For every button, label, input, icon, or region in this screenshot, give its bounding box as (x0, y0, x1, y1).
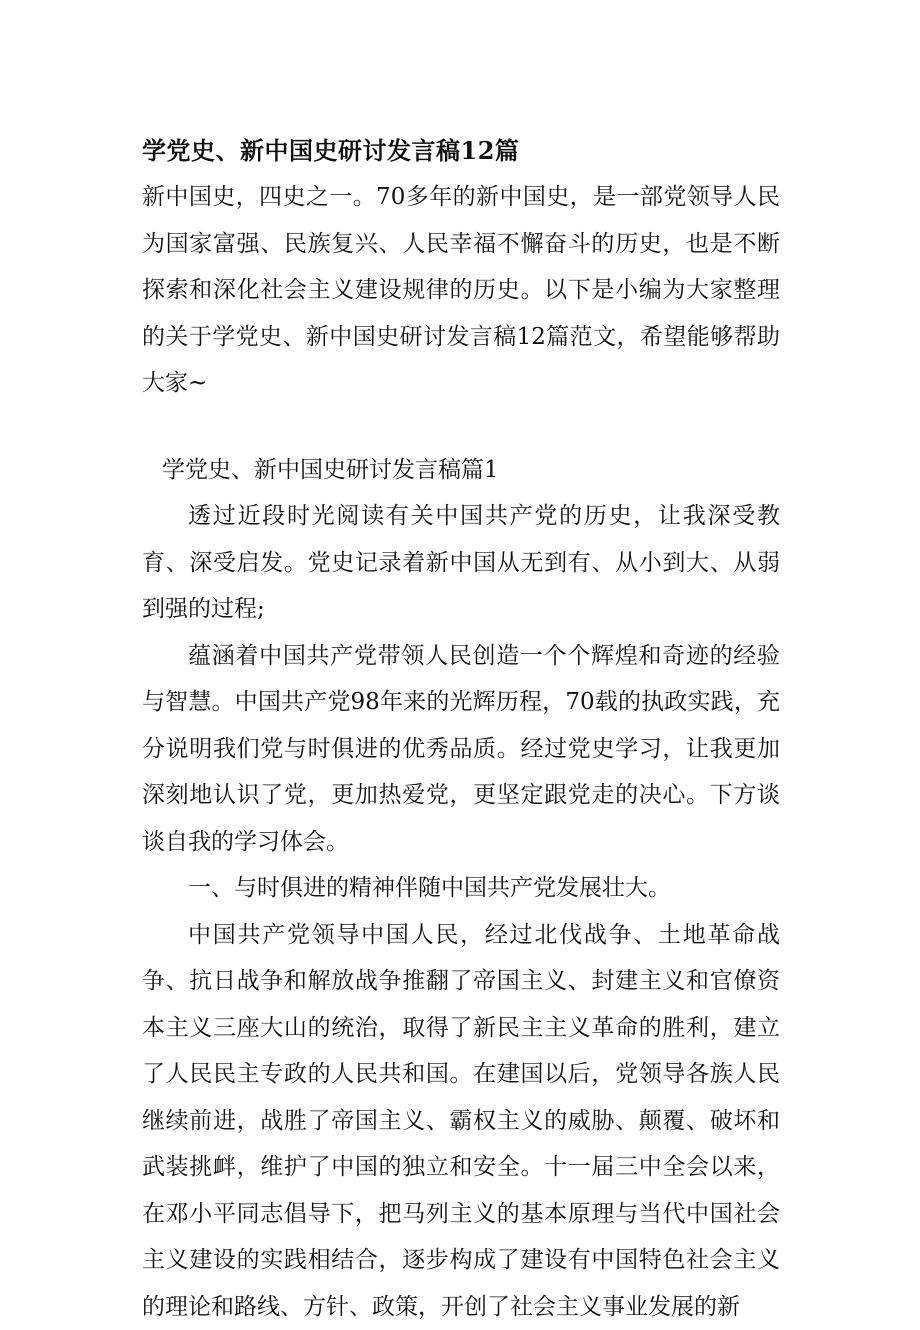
document-title: 学党史、新中国史研讨发言稿12篇 (142, 128, 780, 174)
section-spacer (142, 407, 780, 447)
body-paragraph-2: 蕴涵着中国共产党带领人民创造一个个辉煌和奇迹的经验与智慧。中国共产党98年来的光辉历程，70载的执政实践，充分说明我们党与时俱进的优秀品质。经过党史学习，让我更加深刻地认识了党，更加热爱党，更坚定跟党走的决心。下方谈谈自我的学习体会。 (142, 633, 780, 866)
document-body (142, 128, 780, 1330)
section-heading: 学党史、新中国史研讨发言稿篇1 (142, 447, 780, 494)
body-paragraph-3: 中国共产党领导中国人民，经过北伐战争、土地革命战争、抗日战争和解放战争推翻了帝国主义、封建主义和官僚资本主义三座大山的统治，取得了新民主主义革命的胜利，建立了人民民主专政的人民共和国。在建国以后，党领导各族人民继续前进，战胜了帝国主义、霸权主义的威胁、颠覆、破坏和武装挑衅，维护了中国的独立和安全。十一届三中全会以来，在邓小平同志倡导下，把马列主义的基本原理与当代中国社会主义建设的实践相结合，逐步构成了建设有中国特色社会主义的理论和路线、方针、政策，开创了社会主义事业发展的新 (142, 912, 780, 1330)
intro-paragraph: 新中国史，四史之一。70多年的新中国史，是一部党领导人民为国家富强、民族复兴、人民幸福不懈奋斗的历史，也是不断探索和深化社会主义建设规律的历史。以下是小编为大家整理的关于学党史、新中国史研讨发言稿12篇范文，希望能够帮助大家~ (142, 174, 780, 407)
body-paragraph-1: 透过近段时光阅读有关中国共产党的历史，让我深受教育、深受启发。党史记录着新中国从无到有、从小到大、从弱到强的过程; (142, 493, 780, 633)
subheading-paragraph: 一、与时俱进的精神伴随中国共产党发展壮大。 (142, 865, 780, 912)
